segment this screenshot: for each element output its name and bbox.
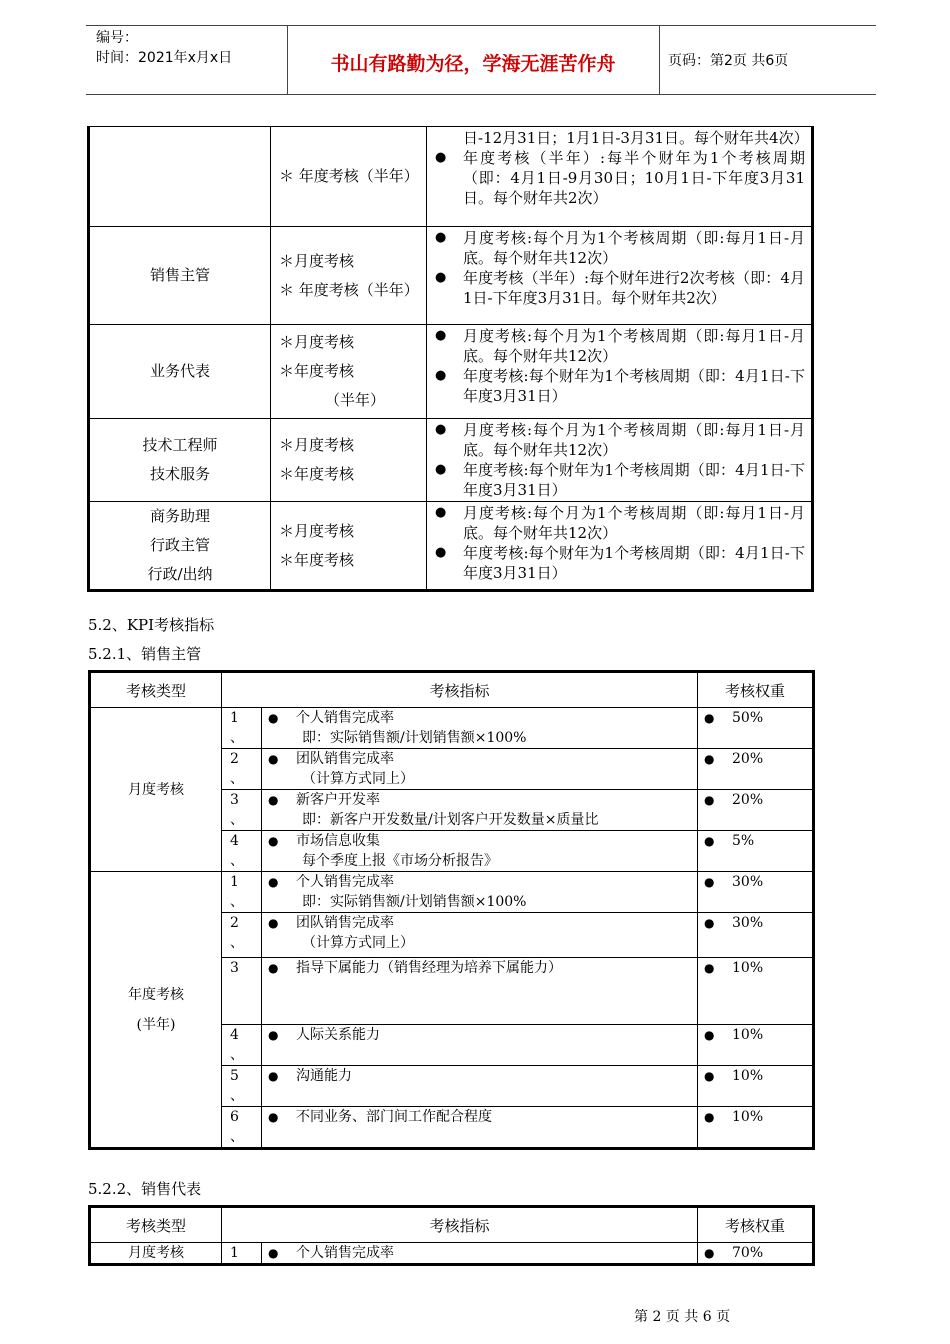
column-header-weight: 考核权重 — [698, 672, 814, 708]
kpi-weight-value: 5% — [732, 833, 755, 849]
kpi-indicator-cell — [262, 872, 698, 913]
kpi-indicator-line — [268, 1066, 697, 1086]
description-cell — [427, 502, 813, 591]
cycle-cell — [271, 127, 427, 227]
bullet-icon: ● — [268, 916, 279, 930]
kpi-indicator-cell — [262, 708, 698, 749]
kpi-weight-cell — [698, 872, 814, 913]
bullet-icon: ● — [268, 752, 279, 766]
bullet-item — [435, 543, 805, 583]
bullet-text: 月度考核:每个月为1个考核周期（即:每月1日-月底。每个财年共12次） — [463, 327, 805, 365]
kpi-indicator-cell — [262, 958, 698, 1025]
description-cell — [427, 419, 813, 502]
kpi-weight-cell — [698, 790, 814, 831]
bullet-icon: ● — [435, 270, 447, 285]
kpi-weight-value: 30% — [732, 874, 764, 890]
bullet-item — [435, 148, 805, 208]
header-meta — [96, 28, 232, 68]
kpi-indicator-line — [268, 831, 697, 851]
cycle-item: ＊月度考核 — [279, 436, 355, 454]
kpi-indicator-line — [268, 1107, 697, 1127]
kpi-table-sales-rep — [88, 1205, 815, 1266]
bullet-icon: ● — [435, 422, 447, 437]
kpi-weight-cell — [698, 913, 814, 958]
table-header-row — [90, 672, 814, 708]
bullet-item — [435, 128, 809, 148]
role-cell — [89, 227, 271, 325]
bullet-icon: ● — [704, 961, 715, 975]
kpi-weight-value: 50% — [732, 710, 764, 726]
bullet-icon: ● — [435, 505, 447, 520]
description-cell — [427, 325, 813, 419]
kpi-indicator-name: 团队销售完成率 — [296, 915, 394, 931]
bullet-icon: ● — [704, 875, 715, 889]
kpi-type-cell: 年度考核 (半年) — [90, 872, 222, 1149]
kpi-weight-cell — [698, 1243, 814, 1265]
description-cell — [427, 227, 813, 325]
kpi-weight-value: 20% — [732, 792, 764, 808]
cycle-item: ＊ 年度考核（半年） — [279, 280, 419, 299]
table-row — [89, 502, 813, 591]
document-number-label: 编号： — [96, 30, 138, 46]
table-row — [89, 325, 813, 419]
kpi-indicator-cell — [262, 790, 698, 831]
kpi-type-cell: 月度考核 — [90, 708, 222, 872]
kpi-indicator-cell — [262, 1107, 698, 1149]
role-name: 商务助理 行政主管 行政/出纳 — [147, 507, 213, 583]
document-time-label: 时间：2021年x月x日 — [96, 50, 233, 66]
role-cell — [89, 419, 271, 502]
bullet-icon: ● — [704, 1110, 715, 1124]
role-name: 销售主管 — [149, 266, 210, 284]
kpi-number-cell: 3 — [222, 958, 262, 1025]
bullet-icon — [435, 128, 463, 148]
bullet-text: 月度考核:每个月为1个考核周期（即:每月1日-月底。每个财年共12次） — [463, 504, 805, 542]
cycle-cell — [271, 502, 427, 591]
bullet-item — [435, 268, 805, 308]
cycle-item: ＊年度考核 — [279, 550, 355, 569]
role-cell — [89, 127, 271, 227]
table-row — [90, 1243, 814, 1265]
kpi-weight-value: 70% — [732, 1245, 764, 1261]
kpi-number-cell: 1 、 — [222, 872, 262, 913]
bullet-icon: ● — [435, 368, 447, 383]
kpi-indicator-name: 团队销售完成率 — [296, 751, 394, 767]
kpi-indicator-name: 个人销售完成率 — [296, 710, 394, 726]
bullet-icon: ● — [704, 1246, 715, 1260]
table-row — [89, 419, 813, 502]
cycle-item: ＊年度考核 — [279, 465, 355, 483]
bullet-text: 日-12月31日；1月1日-3月31日。每个财年共4次） — [463, 129, 809, 147]
bullet-icon: ● — [704, 793, 715, 807]
cycle-item: ＊月度考核 — [279, 333, 355, 351]
page-header — [86, 25, 876, 95]
cycle-item: ＊ 年度考核（半年） — [279, 167, 419, 185]
table-row — [90, 708, 814, 749]
kpi-indicator-formula: （计算方式同上） — [302, 935, 414, 951]
role-cell — [89, 325, 271, 419]
kpi-indicator-name: 市场信息收集 — [296, 833, 380, 849]
cycle-item: ＊年度考核 — [279, 362, 355, 380]
kpi-indicator-name: 人际关系能力 — [296, 1027, 380, 1043]
kpi-indicator-formula: 每个季度上报《市场分析报告》 — [302, 853, 498, 869]
bullet-icon: ● — [268, 1246, 279, 1260]
header-motto: 书山有路勤为径，学海无涯苦作舟 — [330, 53, 616, 75]
table-header-row — [90, 1207, 814, 1243]
kpi-indicator-name: 个人销售完成率 — [296, 874, 394, 890]
kpi-weight-value: 10% — [732, 1027, 764, 1043]
kpi-weight-value: 30% — [732, 915, 764, 931]
kpi-number-cell: 1 、 — [222, 708, 262, 749]
column-header-type: 考核类型 — [90, 1207, 222, 1243]
bullet-icon: ● — [268, 961, 279, 975]
kpi-indicator-cell — [262, 1025, 698, 1066]
kpi-indicator-formula: 即：实际销售额/计划销售额×100% — [302, 894, 527, 910]
kpi-number-cell: 5 、 — [222, 1066, 262, 1107]
bullet-icon: ● — [268, 875, 279, 889]
kpi-number-cell: 2 、 — [222, 749, 262, 790]
cycle-cell — [271, 419, 427, 502]
bullet-text: 月度考核:每个月为1个考核周期（即:每月1日-月底。每个财年共12次） — [463, 229, 805, 267]
bullet-text: 年度考核:每个财年为1个考核周期（即：4月1日-下年度3月31日） — [463, 544, 805, 582]
cycle-item: ＊月度考核 — [279, 251, 355, 270]
cycle-cell — [271, 325, 427, 419]
kpi-weight-value: 20% — [732, 751, 764, 767]
column-header-indicator: 考核指标 — [222, 1207, 698, 1243]
column-header-type: 考核类型 — [90, 672, 222, 708]
kpi-weight-cell — [698, 1107, 814, 1149]
kpi-weight-cell — [698, 958, 814, 1025]
kpi-weight-cell — [698, 1066, 814, 1107]
role-cell — [89, 502, 271, 591]
bullet-icon: ● — [704, 752, 715, 766]
kpi-number-cell: 4 、 — [222, 1025, 262, 1066]
page-footer: 第 2 页 共 6 页 — [634, 1309, 731, 1325]
kpi-indicator-name: 沟通能力 — [296, 1068, 352, 1084]
kpi-weight-cell — [698, 708, 814, 749]
kpi-indicator-cell — [262, 831, 698, 872]
kpi-number-cell: 3 、 — [222, 790, 262, 831]
kpi-weight-value: 10% — [732, 960, 764, 976]
bullet-icon: ● — [704, 1069, 715, 1083]
bullet-icon: ● — [268, 1069, 279, 1083]
kpi-type-cell: 月度考核 — [90, 1243, 222, 1265]
role-name: 技术工程师 技术服务 — [142, 436, 218, 483]
kpi-indicator-line — [268, 872, 697, 892]
bullet-item — [435, 326, 805, 366]
section-heading-sales-supervisor: 5.2.1、销售主管 — [88, 645, 202, 663]
kpi-indicator-name: 新客户开发率 — [296, 792, 380, 808]
kpi-weight-value: 10% — [732, 1068, 764, 1084]
bullet-text: 年度考核（半年）:每个财年进行2次考核（即：4月1日-下年度3月31日。每个财年共2次） — [463, 269, 805, 307]
column-header-indicator: 考核指标 — [222, 672, 698, 708]
bullet-item — [435, 503, 805, 543]
bullet-item — [435, 228, 805, 268]
cycle-item: ＊月度考核 — [279, 521, 355, 540]
bullet-icon: ● — [435, 545, 447, 560]
bullet-icon: ● — [268, 1110, 279, 1124]
kpi-weight-cell — [698, 831, 814, 872]
kpi-number-cell: 1 — [222, 1243, 262, 1265]
assessment-cycle-table — [87, 126, 814, 592]
kpi-indicator-line — [268, 790, 697, 810]
bullet-icon: ● — [704, 916, 715, 930]
header-page-info: 页码：第2页 共6页 — [668, 53, 789, 69]
section-heading-sales-rep: 5.2.2、销售代表 — [88, 1180, 202, 1198]
kpi-indicator-formula: 即：新客户开发数量/计划客户开发数量×质量比 — [302, 812, 599, 828]
bullet-icon: ● — [704, 711, 715, 725]
kpi-indicator-line — [268, 708, 697, 728]
column-header-weight: 考核权重 — [698, 1207, 814, 1243]
header-divider — [659, 26, 660, 94]
kpi-weight-cell — [698, 1025, 814, 1066]
kpi-indicator-formula: （计算方式同上） — [302, 771, 414, 787]
kpi-number-cell: 4 、 — [222, 831, 262, 872]
bullet-icon: ● — [435, 150, 447, 165]
kpi-indicator-line — [268, 913, 697, 933]
kpi-indicator-cell — [262, 1243, 698, 1265]
kpi-weight-cell — [698, 749, 814, 790]
bullet-icon: ● — [435, 462, 447, 477]
bullet-icon: ● — [435, 328, 447, 343]
bullet-item — [435, 366, 805, 406]
table-row — [89, 227, 813, 325]
kpi-indicator-formula: 即：实际销售额/计划销售额×100% — [302, 730, 527, 746]
role-name: 业务代表 — [149, 362, 210, 380]
kpi-indicator-name: 个人销售完成率 — [296, 1245, 394, 1261]
bullet-text: 月度考核:每个月为1个考核周期（即:每月1日-月底。每个财年共12次） — [463, 421, 805, 459]
cycle-item: （半年） — [325, 391, 386, 409]
bullet-icon: ● — [704, 834, 715, 848]
bullet-item — [435, 460, 805, 500]
kpi-weight-value: 10% — [732, 1109, 764, 1125]
kpi-indicator-name: 指导下属能力（销售经理为培养下属能力） — [296, 960, 562, 976]
kpi-table-sales-supervisor — [88, 670, 815, 1150]
table-row — [90, 872, 814, 913]
bullet-icon: ● — [435, 230, 447, 245]
kpi-indicator-line — [268, 958, 697, 978]
bullet-item — [435, 420, 805, 460]
bullet-icon: ● — [268, 711, 279, 725]
description-cell — [427, 127, 813, 227]
bullet-icon: ● — [268, 793, 279, 807]
bullet-icon: ● — [268, 1028, 279, 1042]
bullet-text: 年度考核（半年）:每半个财年为1个考核周期（即：4月1日-9月30日；10月1日-下年度3月31日。每个财年共2次） — [463, 149, 805, 207]
cycle-cell — [271, 227, 427, 325]
kpi-indicator-name: 不同业务、部门间工作配合程度 — [296, 1109, 492, 1125]
kpi-number-cell: 2 、 — [222, 913, 262, 958]
bullet-text: 年度考核:每个财年为1个考核周期（即：4月1日-下年度3月31日） — [463, 461, 805, 499]
bullet-icon: ● — [268, 834, 279, 848]
kpi-indicator-cell — [262, 749, 698, 790]
table-row — [89, 127, 813, 227]
bullet-text: 年度考核:每个财年为1个考核周期（即：4月1日-下年度3月31日） — [463, 367, 805, 405]
section-heading-kpi: 5.2、KPI考核指标 — [88, 616, 215, 634]
bullet-icon: ● — [704, 1028, 715, 1042]
kpi-indicator-line — [268, 749, 697, 769]
kpi-indicator-cell — [262, 913, 698, 958]
kpi-indicator-cell — [262, 1066, 698, 1107]
kpi-number-cell: 6 、 — [222, 1107, 262, 1149]
kpi-indicator-line — [268, 1025, 697, 1045]
